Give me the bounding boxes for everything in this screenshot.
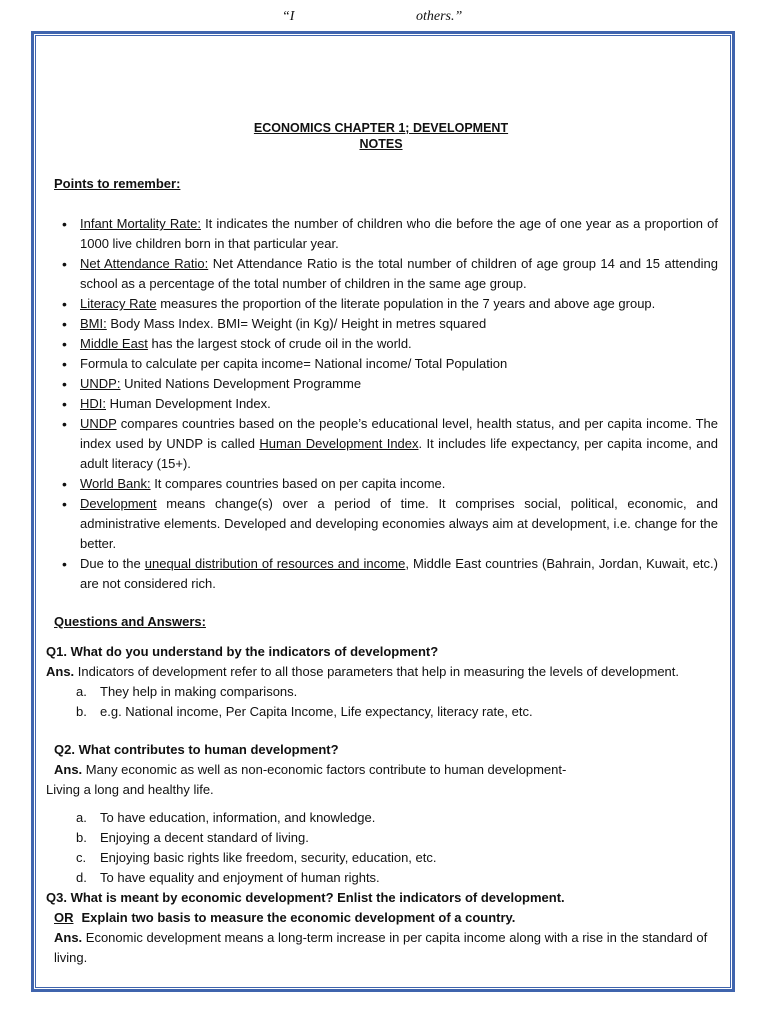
- item-text: United Nations Development Programme: [120, 376, 362, 391]
- list-item: [36, 474, 718, 494]
- answer-1: [46, 662, 726, 682]
- list-item: [36, 682, 726, 702]
- term: Net Attendance Ratio:: [80, 256, 209, 271]
- answer-text: Many economic as well as non-economic factors contribute to human development-: [82, 762, 567, 777]
- list-marker: a.: [76, 810, 87, 825]
- item-text: . It includes life expectancy, per capita income, and adult literacy (15+).: [80, 436, 719, 471]
- item-text: To have equality and enjoyment of human rights.: [100, 870, 380, 885]
- item-text: compares countries based on the people’s educational level, health status, and per capita income. The index used by UNDP is called: [80, 416, 718, 451]
- term: Literacy Rate: [80, 296, 157, 311]
- title-line-1: ECONOMICS CHAPTER 1; DEVELOPMENT: [253, 121, 509, 135]
- alt-question-text: Explain two basis to measure the economic development of a country.: [81, 910, 516, 925]
- item-text: Enjoying a decent standard of living.: [100, 830, 309, 845]
- item-text: Human Development Index.: [106, 396, 271, 411]
- ans-label: Ans.: [54, 930, 83, 945]
- item-text: e.g. National income, Per Capita Income, Life expectancy, literacy rate, etc.: [100, 704, 533, 719]
- item-text: They help in making comparisons.: [100, 684, 298, 699]
- list-marker: c.: [76, 850, 87, 865]
- term: World Bank:: [80, 476, 151, 491]
- item-text: Enjoying basic rights like freedom, security, education, etc.: [100, 850, 437, 865]
- question-2: Q2. What contributes to human development?: [54, 742, 339, 757]
- answer-2-list: [36, 808, 726, 888]
- question-3: Q3. What is meant by economic development? Enlist the indicators of development.: [46, 890, 565, 905]
- list-item: [36, 374, 718, 394]
- document-title: [36, 120, 726, 152]
- term: BMI:: [80, 316, 107, 331]
- item-text: , Middle East countries (Bahrain, Jordan, Kuwait, etc.) are not considered rich.: [80, 556, 718, 591]
- list-item: [36, 334, 718, 354]
- header-quote: [0, 8, 768, 28]
- item-text: It indicates the number of children who die before the age of one year as a proportion of 1000 live children born in that particular year.: [80, 216, 718, 251]
- list-marker: b.: [76, 830, 87, 845]
- term: Middle East: [80, 336, 148, 351]
- term: UNDP:: [80, 376, 121, 391]
- list-item: [36, 214, 718, 254]
- quote-right: others.”: [416, 9, 463, 24]
- list-marker: d.: [76, 870, 87, 885]
- question-3-alternative: [54, 908, 726, 928]
- ans-label: Ans.: [54, 762, 83, 777]
- item-text: To have education, information, and knowledge.: [100, 810, 376, 825]
- quote-left: “I: [282, 9, 295, 24]
- or-label: OR: [54, 910, 74, 925]
- points-heading: Points to remember:: [54, 176, 181, 191]
- list-item: [36, 254, 718, 294]
- list-item: [36, 354, 718, 374]
- list-item: [36, 414, 718, 474]
- list-item: [36, 808, 726, 828]
- list-item: [36, 828, 726, 848]
- item-text: means change(s) over a period of time. It comprises social, political, economic, and administrative elements. Developed and developing economies always aim at development, i.e. change for the better.: [80, 496, 718, 551]
- list-item: [36, 314, 718, 334]
- term: HDI:: [80, 396, 106, 411]
- question-1: Q1. What do you understand by the indicators of development?: [46, 644, 439, 659]
- list-marker: b.: [76, 704, 87, 719]
- term: Human Development Index: [259, 436, 419, 451]
- list-item: [36, 394, 718, 414]
- item-text: It compares countries based on per capita income.: [150, 476, 446, 491]
- term: unequal distribution of resources and income: [144, 556, 406, 571]
- ans-label: Ans.: [46, 664, 75, 679]
- answer-1-list: [36, 682, 726, 722]
- list-item: [36, 294, 718, 314]
- term: Development: [80, 496, 157, 511]
- answer-text: Indicators of development refer to all those parameters that help in measuring the levels of development.: [74, 664, 680, 679]
- title-line-2: NOTES: [359, 137, 403, 151]
- list-marker: a.: [76, 684, 87, 699]
- list-item: [36, 868, 726, 888]
- term: UNDP: [80, 416, 117, 431]
- item-text: Body Mass Index. BMI= Weight (in Kg)/ Height in metres squared: [106, 316, 487, 331]
- list-item: [36, 494, 718, 554]
- points-list: [36, 214, 726, 594]
- item-text: has the largest stock of crude oil in the world.: [147, 336, 412, 351]
- item-text: Net Attendance Ratio is the total number of children of age group 14 and 15 attending school as a percentage of the total number of children in the same age group.: [80, 256, 718, 291]
- answer-3: [54, 928, 718, 968]
- list-item: [36, 702, 726, 722]
- list-item: [36, 554, 718, 594]
- list-item: [36, 848, 726, 868]
- document-body: [36, 120, 726, 968]
- qa-heading: Questions and Answers:: [54, 614, 206, 629]
- answer-2: [54, 760, 726, 780]
- answer-text: Economic development means a long-term increase in per capita income along with a rise in the standard of living.: [54, 930, 708, 965]
- item-text: Formula to calculate per capita income= National income/ Total Population: [80, 356, 508, 371]
- item-text: Due to the: [80, 556, 145, 571]
- term: Infant Mortality Rate:: [80, 216, 201, 231]
- item-text: measures the proportion of the literate population in the 7 years and above age group.: [156, 296, 656, 311]
- answer-2-continuation: Living a long and healthy life.: [46, 782, 214, 797]
